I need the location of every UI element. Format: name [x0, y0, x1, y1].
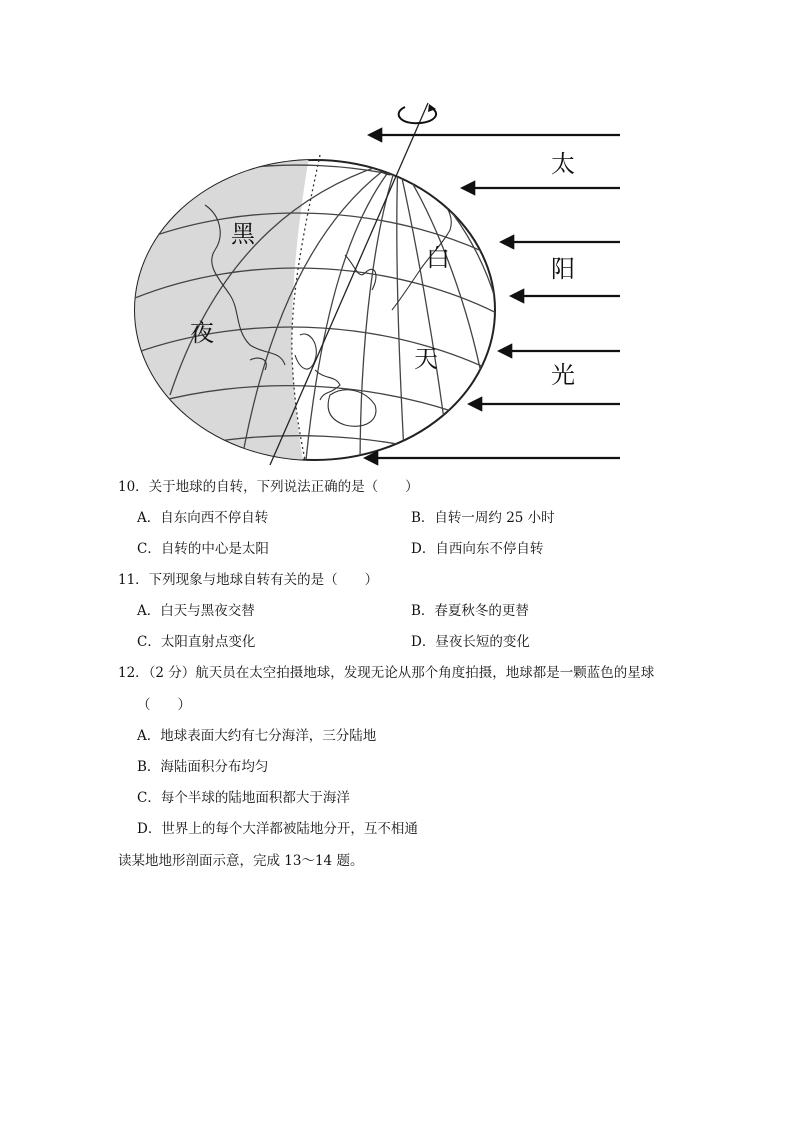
q10-option-d: D．自西向东不停自转	[411, 541, 544, 557]
label-sun-1: 太	[551, 150, 575, 178]
q12-option-b: B．海陆面积分布均匀	[137, 759, 269, 775]
label-sun-3: 光	[551, 361, 575, 389]
question-10-stem: 10．关于地球的自转，下列说法正确的是（ ）	[118, 479, 419, 495]
question-12-stem: 12．（2 分）航天员在太空拍摄地球，发现无论从那个角度拍摄，地球都是一颗蓝色的星球	[118, 665, 655, 681]
q12-option-d: D．世界上的每个大洋都被陆地分开，互不相通	[137, 821, 418, 837]
q11-option-b: B．春夏秋冬的更替	[411, 603, 529, 619]
q10-option-b: B．自转一周约 25 小时	[411, 510, 555, 526]
q11-option-d: D．昼夜长短的变化	[411, 634, 530, 650]
question-12-blank: （ ）	[137, 697, 191, 713]
q10-option-a: A．自东向西不停自转	[137, 510, 269, 526]
label-day-1: 白	[426, 244, 450, 272]
q11-option-a: A．白天与黑夜交替	[137, 603, 255, 619]
instruction-text: 读某地地形剖面示意，完成 13～14 题。	[118, 853, 364, 869]
q11-option-c: C．太阳直射点变化	[137, 634, 256, 650]
earth-day-night-figure	[130, 95, 640, 470]
q12-option-c: C．每个半球的陆地面积都大于海洋	[137, 790, 350, 806]
label-night-1: 黑	[231, 220, 255, 248]
question-11-stem: 11．下列现象与地球自转有关的是（ ）	[118, 572, 379, 588]
q12-option-a: A．地球表面大约有七分海洋，三分陆地	[137, 728, 377, 744]
label-sun-2: 阳	[551, 255, 575, 283]
label-night-2: 夜	[190, 319, 214, 347]
q10-option-c: C．自转的中心是太阳	[137, 541, 269, 557]
label-day-2: 天	[414, 345, 438, 373]
